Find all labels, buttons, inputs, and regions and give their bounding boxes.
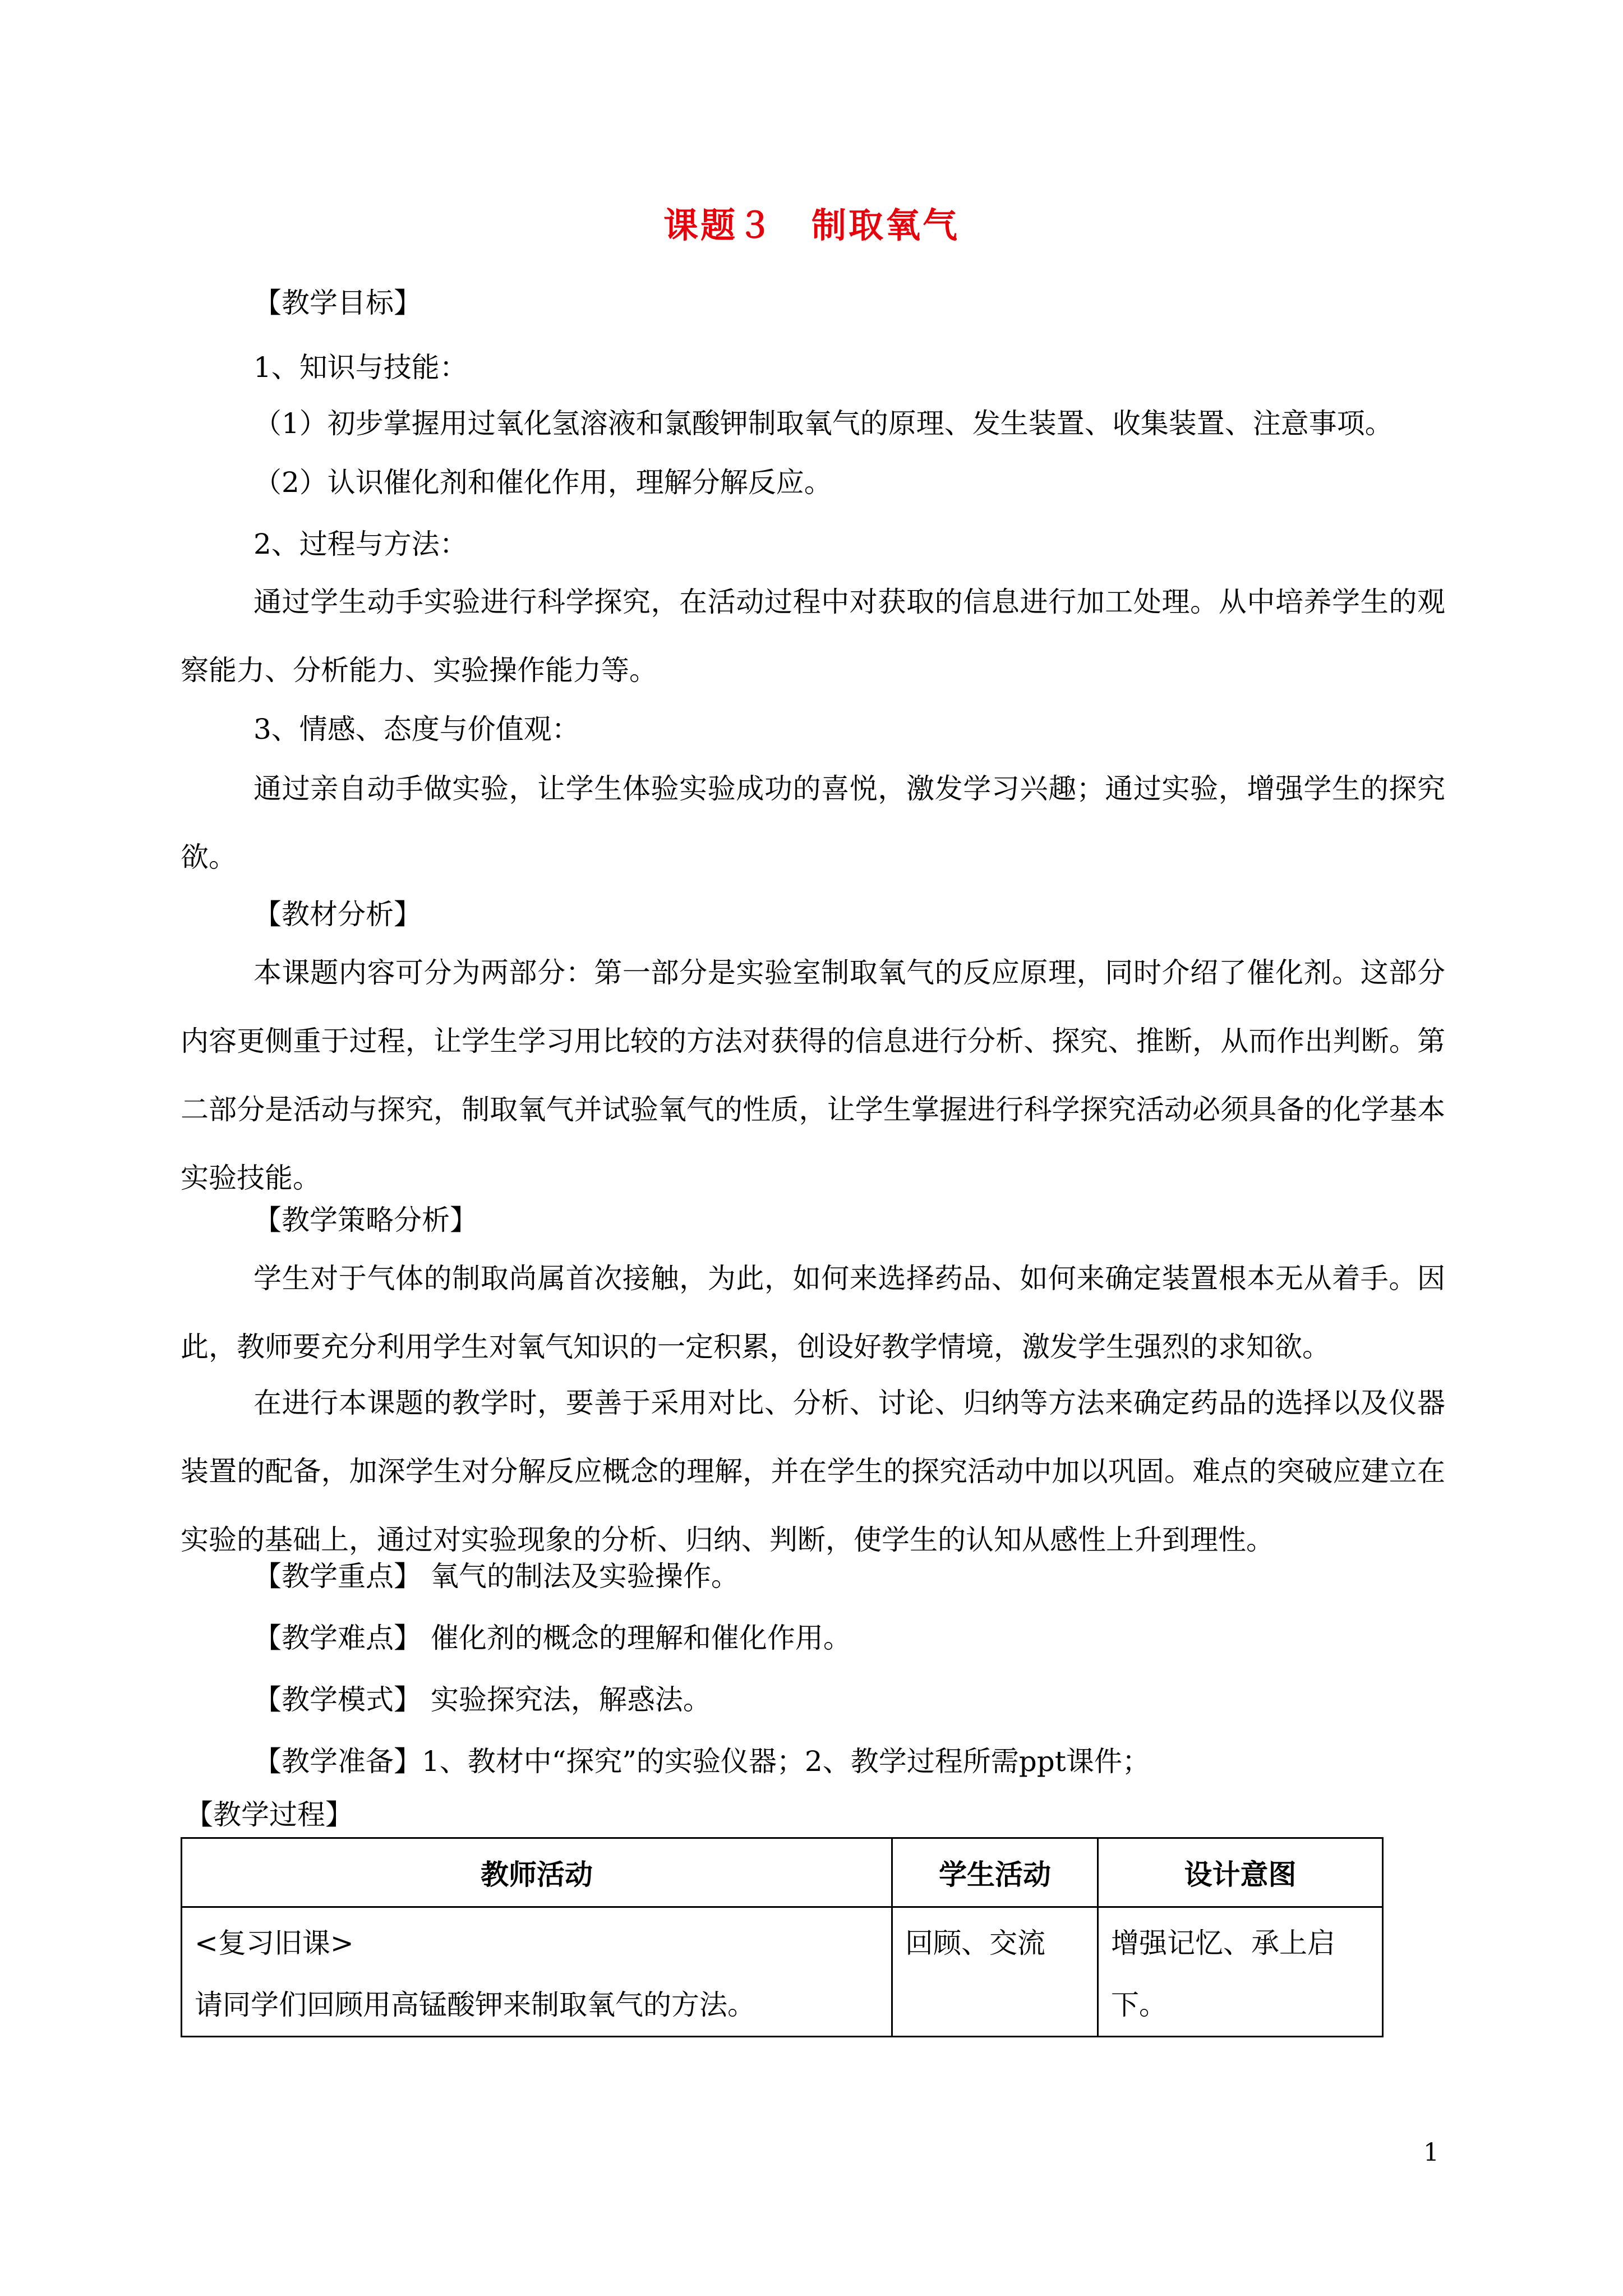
strategy-paragraph-2: 在进行本课题的教学时，要善于采用对比、分析、讨论、归纳等方法来确定药品的选择以及仪器装置的配备，加深学生对分解反应概念的理解，并在学生的探究活动中加以巩固。难点的突破应建立在实验的基础上，通过对实验现象的分析、归纳、判断，使学生的认知从感性上升到理性。 [181, 1387, 1445, 1556]
page-number: 1 [1423, 2138, 1439, 2167]
page-title: 课题３ 制取氧气 [663, 205, 960, 246]
table-header-row [182, 1838, 1383, 1907]
material-heading: 【教材分析】 [253, 898, 422, 931]
table-row [182, 1907, 1383, 2037]
strategy-paragraph-1: 学生对于气体的制取尚属首次接触，为此，如何来选择药品、如何来确定装置根本无从着手。因此，教师要充分利用学生对氧气知识的一定积累，创设好教学情境，激发学生强烈的求知欲。 [181, 1262, 1445, 1363]
teaching-process-table [181, 1837, 1384, 2037]
difficulty: 【教学难点】 催化剂的概念的理解和催化作用。 [253, 1622, 851, 1654]
knowledge-item-1: （1）初步掌握用过氧化氢溶液和氯酸钾制取氧气的原理、发生装置、收集装置、注意事项。 [253, 407, 1393, 440]
teacher-activity-cell [182, 1907, 892, 2037]
student-activity-cell: 回顾、交流 [892, 1907, 1098, 2037]
teacher-activity-line-2: 请同学们回顾用高锰酸钾来制取氧气的方法。 [195, 1989, 755, 2021]
process-heading: 2、过程与方法： [253, 528, 468, 560]
knowledge-heading: 1、知识与技能： [253, 351, 468, 384]
process-table-heading: 【教学过程】 [185, 1798, 353, 1831]
teaching-prep: 【教学准备】1、教材中“探究”的实验仪器；2、教学过程所需ppt课件； [253, 1745, 1150, 1778]
key-point: 【教学重点】 氧气的制法及实验操作。 [253, 1560, 739, 1593]
emotion-paragraph: 通过亲自动手做实验，让学生体验实验成功的喜悦，激发学习兴趣；通过实验，增强学生的探究欲。 [181, 772, 1445, 873]
header-teacher: 教师活动 [182, 1838, 892, 1907]
header-intent: 设计意图 [1098, 1838, 1383, 1907]
emotion-heading: 3、情感、态度与价值观： [253, 713, 580, 746]
goal-heading: 【教学目标】 [253, 287, 422, 319]
material-paragraph: 本课题内容可分为两部分：第一部分是实验室制取氧气的反应原理，同时介绍了催化剂。这部分内容更侧重于过程，让学生学习用比较的方法对获得的信息进行分析、探究、推断，从而作出判断。第二部分是活动与探究，制取氧气并试验氧气的性质，让学生掌握进行科学探究活动必须具备的化学基本实验技能。 [181, 956, 1445, 1194]
process-paragraph: 通过学生动手实验进行科学探究，在活动过程中对获取的信息进行加工处理。从中培养学生的观察能力、分析能力、实验操作能力等。 [181, 586, 1445, 687]
header-student: 学生活动 [892, 1838, 1098, 1907]
teacher-activity-line-1: <复习旧课> [195, 1927, 354, 1959]
design-intent-cell: 增强记忆、承上启下。 [1098, 1907, 1383, 2037]
knowledge-item-2: （2）认识催化剂和催化作用，理解分解反应。 [253, 466, 832, 499]
strategy-heading: 【教学策略分析】 [253, 1204, 478, 1236]
teaching-mode: 【教学模式】 实验探究法，解惑法。 [253, 1683, 711, 1716]
